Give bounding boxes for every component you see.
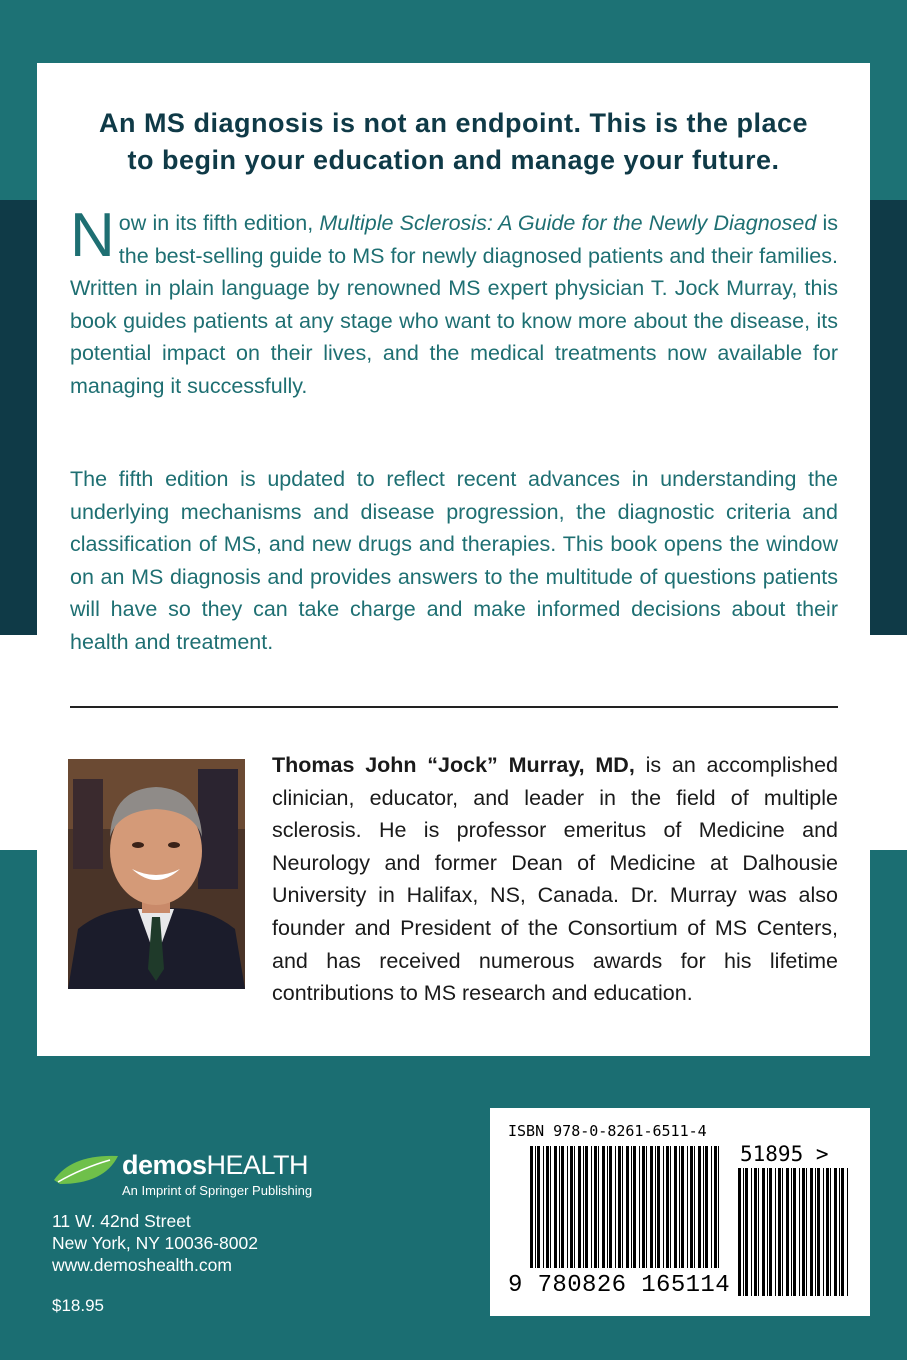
author-photo (68, 759, 245, 989)
barcode-bar (738, 1168, 741, 1296)
barcode-bar (655, 1146, 656, 1268)
barcode-bar (666, 1146, 669, 1268)
barcode-bar (705, 1146, 708, 1268)
barcode-bar (554, 1146, 557, 1268)
barcode-bar (681, 1146, 684, 1268)
barcode-bar (823, 1168, 824, 1296)
barcode-bar (775, 1168, 776, 1296)
addon-marker: > (815, 1142, 829, 1166)
barcode-bar (815, 1168, 816, 1296)
barcode-bar (791, 1168, 792, 1296)
barcode-bar (598, 1146, 599, 1268)
barcode-bar (718, 1146, 719, 1268)
barcode-bar (602, 1146, 605, 1268)
barcode-bar (782, 1168, 783, 1296)
barcode-bar (674, 1146, 677, 1268)
barcode-bar (546, 1146, 549, 1268)
barcode-bar (679, 1146, 680, 1268)
barcode-bar (767, 1168, 768, 1296)
barcode-bar (537, 1146, 540, 1268)
barcode-bar (618, 1146, 621, 1268)
barcode-bar (550, 1146, 551, 1268)
barcode-bar (826, 1168, 829, 1296)
barcode-bar (609, 1146, 612, 1268)
barcode-bar (633, 1146, 636, 1268)
barcode-bar (567, 1146, 568, 1268)
barcode-bar (626, 1146, 629, 1268)
barcode-bar (585, 1146, 588, 1268)
publisher-name-light: HEALTH (206, 1150, 309, 1180)
barcode-bar (574, 1146, 575, 1268)
barcode-bar (615, 1146, 616, 1268)
publisher-name-bold: demos (122, 1150, 207, 1180)
description-paragraph-2: The fifth edition is updated to reflect recent advances in understanding the underlying mechanisms and disease progression, the diagnostic criteria and classification of MS, and new drugs and therapies. This book opens the window on an MS diagnosis and provides answers to the multitude of questions patients will have so they can take charge and make informed decisions about their health and treatment. (70, 467, 838, 654)
barcode-bar (663, 1146, 664, 1268)
barcode-bar (714, 1146, 717, 1268)
barcode-bar (578, 1146, 581, 1268)
address-line-1: 11 W. 42nd Street (52, 1211, 191, 1231)
barcode-bar (754, 1168, 757, 1296)
barcode-bar (591, 1146, 592, 1268)
author-bio (272, 749, 838, 1010)
barcode-bar (698, 1146, 701, 1268)
barcode-bar (799, 1168, 800, 1296)
barcode-bar (657, 1146, 660, 1268)
barcode-bar (583, 1146, 584, 1268)
barcode-bar (687, 1146, 688, 1268)
content-panel (37, 63, 870, 1056)
barcode-digits: 9 780826 165114 (508, 1272, 731, 1299)
headline-line-2: to begin your education and manage your future. (127, 145, 780, 175)
barcode-bar (847, 1168, 848, 1296)
barcode-bar (711, 1146, 712, 1268)
barcode-bar (751, 1168, 752, 1296)
barcode-bar (530, 1146, 533, 1268)
barcode-bar (559, 1146, 560, 1268)
barcode-bar (646, 1146, 647, 1268)
barcode-bar (622, 1146, 623, 1268)
addon-barcode (738, 1168, 848, 1296)
barcode-bar (830, 1168, 831, 1296)
barcode-bar (806, 1168, 807, 1296)
barcode-bar (570, 1146, 573, 1268)
divider (70, 706, 838, 708)
barcode-bar (642, 1146, 645, 1268)
isbn-label: ISBN 978-0-8261-6511-4 (508, 1122, 707, 1140)
barcode-bar (670, 1146, 671, 1268)
book-title: Multiple Sclerosis: A Guide for the Newly Diagnosed (319, 211, 817, 235)
barcode-bar (607, 1146, 608, 1268)
publisher-website: www.demoshealth.com (52, 1255, 232, 1275)
barcode-bar (650, 1146, 653, 1268)
barcode-box (490, 1108, 870, 1316)
barcode-bar (810, 1168, 813, 1296)
barcode-bar (839, 1168, 840, 1296)
barcode-bar (535, 1146, 536, 1268)
address-line-2: New York, NY 10036-8002 (52, 1233, 258, 1253)
barcode-bar (786, 1168, 789, 1296)
barcode-bar (561, 1146, 564, 1268)
barcode-bar (769, 1168, 772, 1296)
publisher-address (52, 1210, 258, 1276)
headline-line-1: An MS diagnosis is not an endpoint. This is the place (98, 108, 809, 138)
barcode-bar (631, 1146, 632, 1268)
description-paragraph-1 (70, 201, 838, 403)
author-bio-text: is an accomplished clinician, educator, and leader in the field of multiple sclerosis. He is professor emeritus of Medicine and Neurology and former Dean of Medicine at Dalhousie University in Halifax, NS, Canada. Dr. Murray was also founder and President of the Consortium of MS Centers, and has received numerous awards for his lifetime contributions to MS research and education. (272, 753, 838, 1006)
price: $18.95 (52, 1296, 104, 1315)
barcode-bar (690, 1146, 693, 1268)
drop-cap: N (70, 201, 115, 270)
barcode-bar (594, 1146, 597, 1268)
publisher-name (122, 1150, 308, 1181)
barcode-bar (703, 1146, 704, 1268)
barcode-bar (543, 1146, 544, 1268)
author-name: Thomas John “Jock” Murray, MD, (272, 753, 635, 777)
barcode-bar (778, 1168, 781, 1296)
leaf-logo-icon (52, 1150, 122, 1190)
barcode-bar (694, 1146, 695, 1268)
barcode-bar (841, 1168, 844, 1296)
description-rest: is the best-selling guide to MS for newly diagnosed patients and their families. Written in plain language by renowned MS expert physician T. Jock Murray, this book guides patients at any stage who want to know more about the disease, its potential impact on their lives, and the medical treatments now available for managing it successfully. (70, 211, 838, 398)
addon-number (740, 1142, 829, 1166)
publisher-imprint: An Imprint of Springer Publishing (122, 1183, 313, 1198)
barcode-bar (793, 1168, 796, 1296)
barcode-bar (834, 1168, 837, 1296)
barcode-bar (743, 1168, 744, 1296)
barcode-bar (817, 1168, 820, 1296)
headline (37, 105, 870, 179)
description-intro: ow in its fifth edition, (118, 211, 320, 235)
barcode-bar (802, 1168, 805, 1296)
barcode-bar (758, 1168, 759, 1296)
barcode-bar (762, 1168, 765, 1296)
barcode-bar (639, 1146, 640, 1268)
addon-digits: 51895 (740, 1142, 804, 1166)
barcode-bar (745, 1168, 748, 1296)
